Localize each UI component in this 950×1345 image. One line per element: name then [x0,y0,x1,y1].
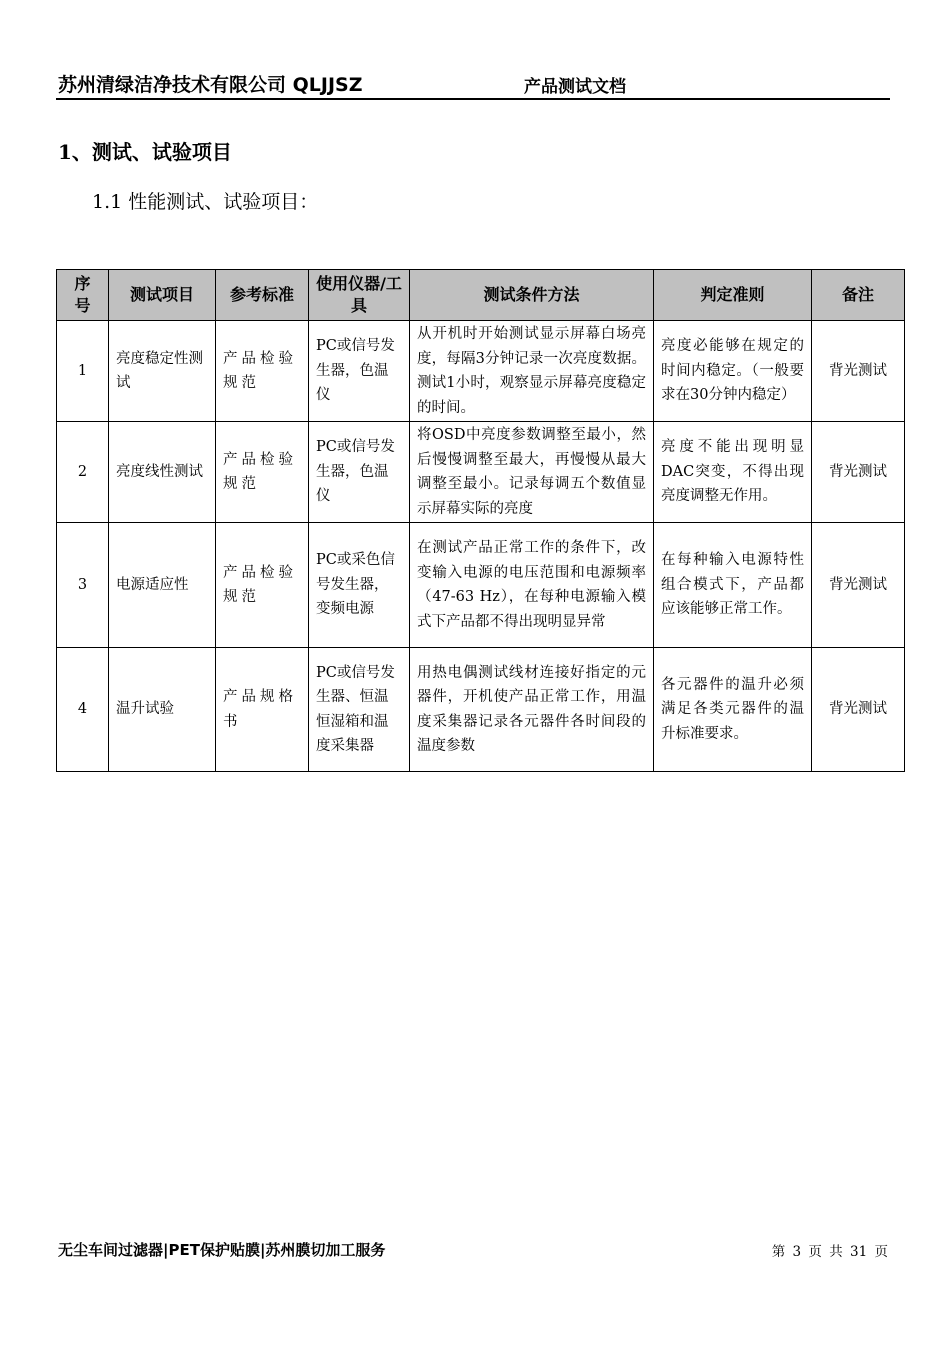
cell-method: 用热电偶测试线材连接好指定的元器件，开机使产品正常工作，用温度采集器记录各元器件各时间段的温度参数 [410,648,654,772]
table-header-row [57,270,905,321]
cell-no: 4 [57,648,109,772]
cell-no: 2 [57,422,109,523]
company-name: 苏州清绿洁净技术有限公司 QLJJSZ [58,74,363,96]
cell-item: 亮度线性测试 [109,422,216,523]
cell-tools: PC或采色信号发生器，变频电源 [309,523,410,648]
cell-item: 亮度稳定性测试 [109,321,216,422]
footer-services: 无尘车间过滤器|PET保护贴膜|苏州膜切加工服务 [58,1241,386,1259]
cell-criteria: 各元器件的温升必须满足各类元器件的温升标准要求。 [654,648,812,772]
cell-remark: 背光测试 [812,648,905,772]
page-header [56,68,890,100]
table-row [57,648,905,772]
cell-tools: PC或信号发生器，色温仪 [309,422,410,523]
cell-no: 3 [57,523,109,648]
cell-criteria: 在每种输入电源特性组合模式下，产品都应该能够正常工作。 [654,523,812,648]
col-header-method: 测试条件方法 [410,270,654,321]
cell-tools: PC或信号发生器，色温仪 [309,321,410,422]
cell-no: 1 [57,321,109,422]
cell-criteria: 亮度必能够在规定的时间内稳定。（一般要求在30分钟内稳定） [654,321,812,422]
cell-standard: 产品检验规范 [216,321,309,422]
cell-item: 温升试验 [109,648,216,772]
cell-remark: 背光测试 [812,321,905,422]
cell-standard: 产品检验规范 [216,523,309,648]
col-header-item: 测试项目 [109,270,216,321]
table-row [57,321,905,422]
section-subheading: 1.1 性能测试、试验项目： [92,191,319,213]
table-row [57,422,905,523]
cell-method: 从开机时开始测试显示屏幕白场亮度，每隔3分钟记录一次亮度数据。测试1小时，观察显示屏幕亮度稳定的时间。 [410,321,654,422]
cell-tools: PC或信号发生器、恒温恒湿箱和温度采集器 [309,648,410,772]
document-title: 产品测试文档 [524,77,626,97]
cell-remark: 背光测试 [812,523,905,648]
cell-remark: 背光测试 [812,422,905,523]
cell-standard: 产品检验规范 [216,422,309,523]
test-items-table [56,269,905,772]
col-header-remark: 备注 [812,270,905,321]
cell-method: 在测试产品正常工作的条件下，改变输入电源的电压范围和电源频率（47-63 Hz），在每种电源输入模式下产品都不得出现明显异常 [410,523,654,648]
cell-criteria: 亮度不能出现明显DAC突变，不得出现亮度调整无作用。 [654,422,812,523]
col-header-tools: 使用仪器/工具 [309,270,410,321]
table-row [57,523,905,648]
cell-method: 将OSD中亮度参数调整至最小，然后慢慢调整至最大，再慢慢从最大调整至最小。记录每调五个数值显示屏幕实际的亮度 [410,422,654,523]
cell-standard: 产品规格书 [216,648,309,772]
page-number: 第 3 页 共 31 页 [771,1244,888,1260]
col-header-no: 序号 [57,270,109,321]
cell-item: 电源适应性 [109,523,216,648]
section-heading: 1、测试、试验项目 [58,140,232,164]
col-header-criteria: 判定准则 [654,270,812,321]
col-header-standard: 参考标准 [216,270,309,321]
